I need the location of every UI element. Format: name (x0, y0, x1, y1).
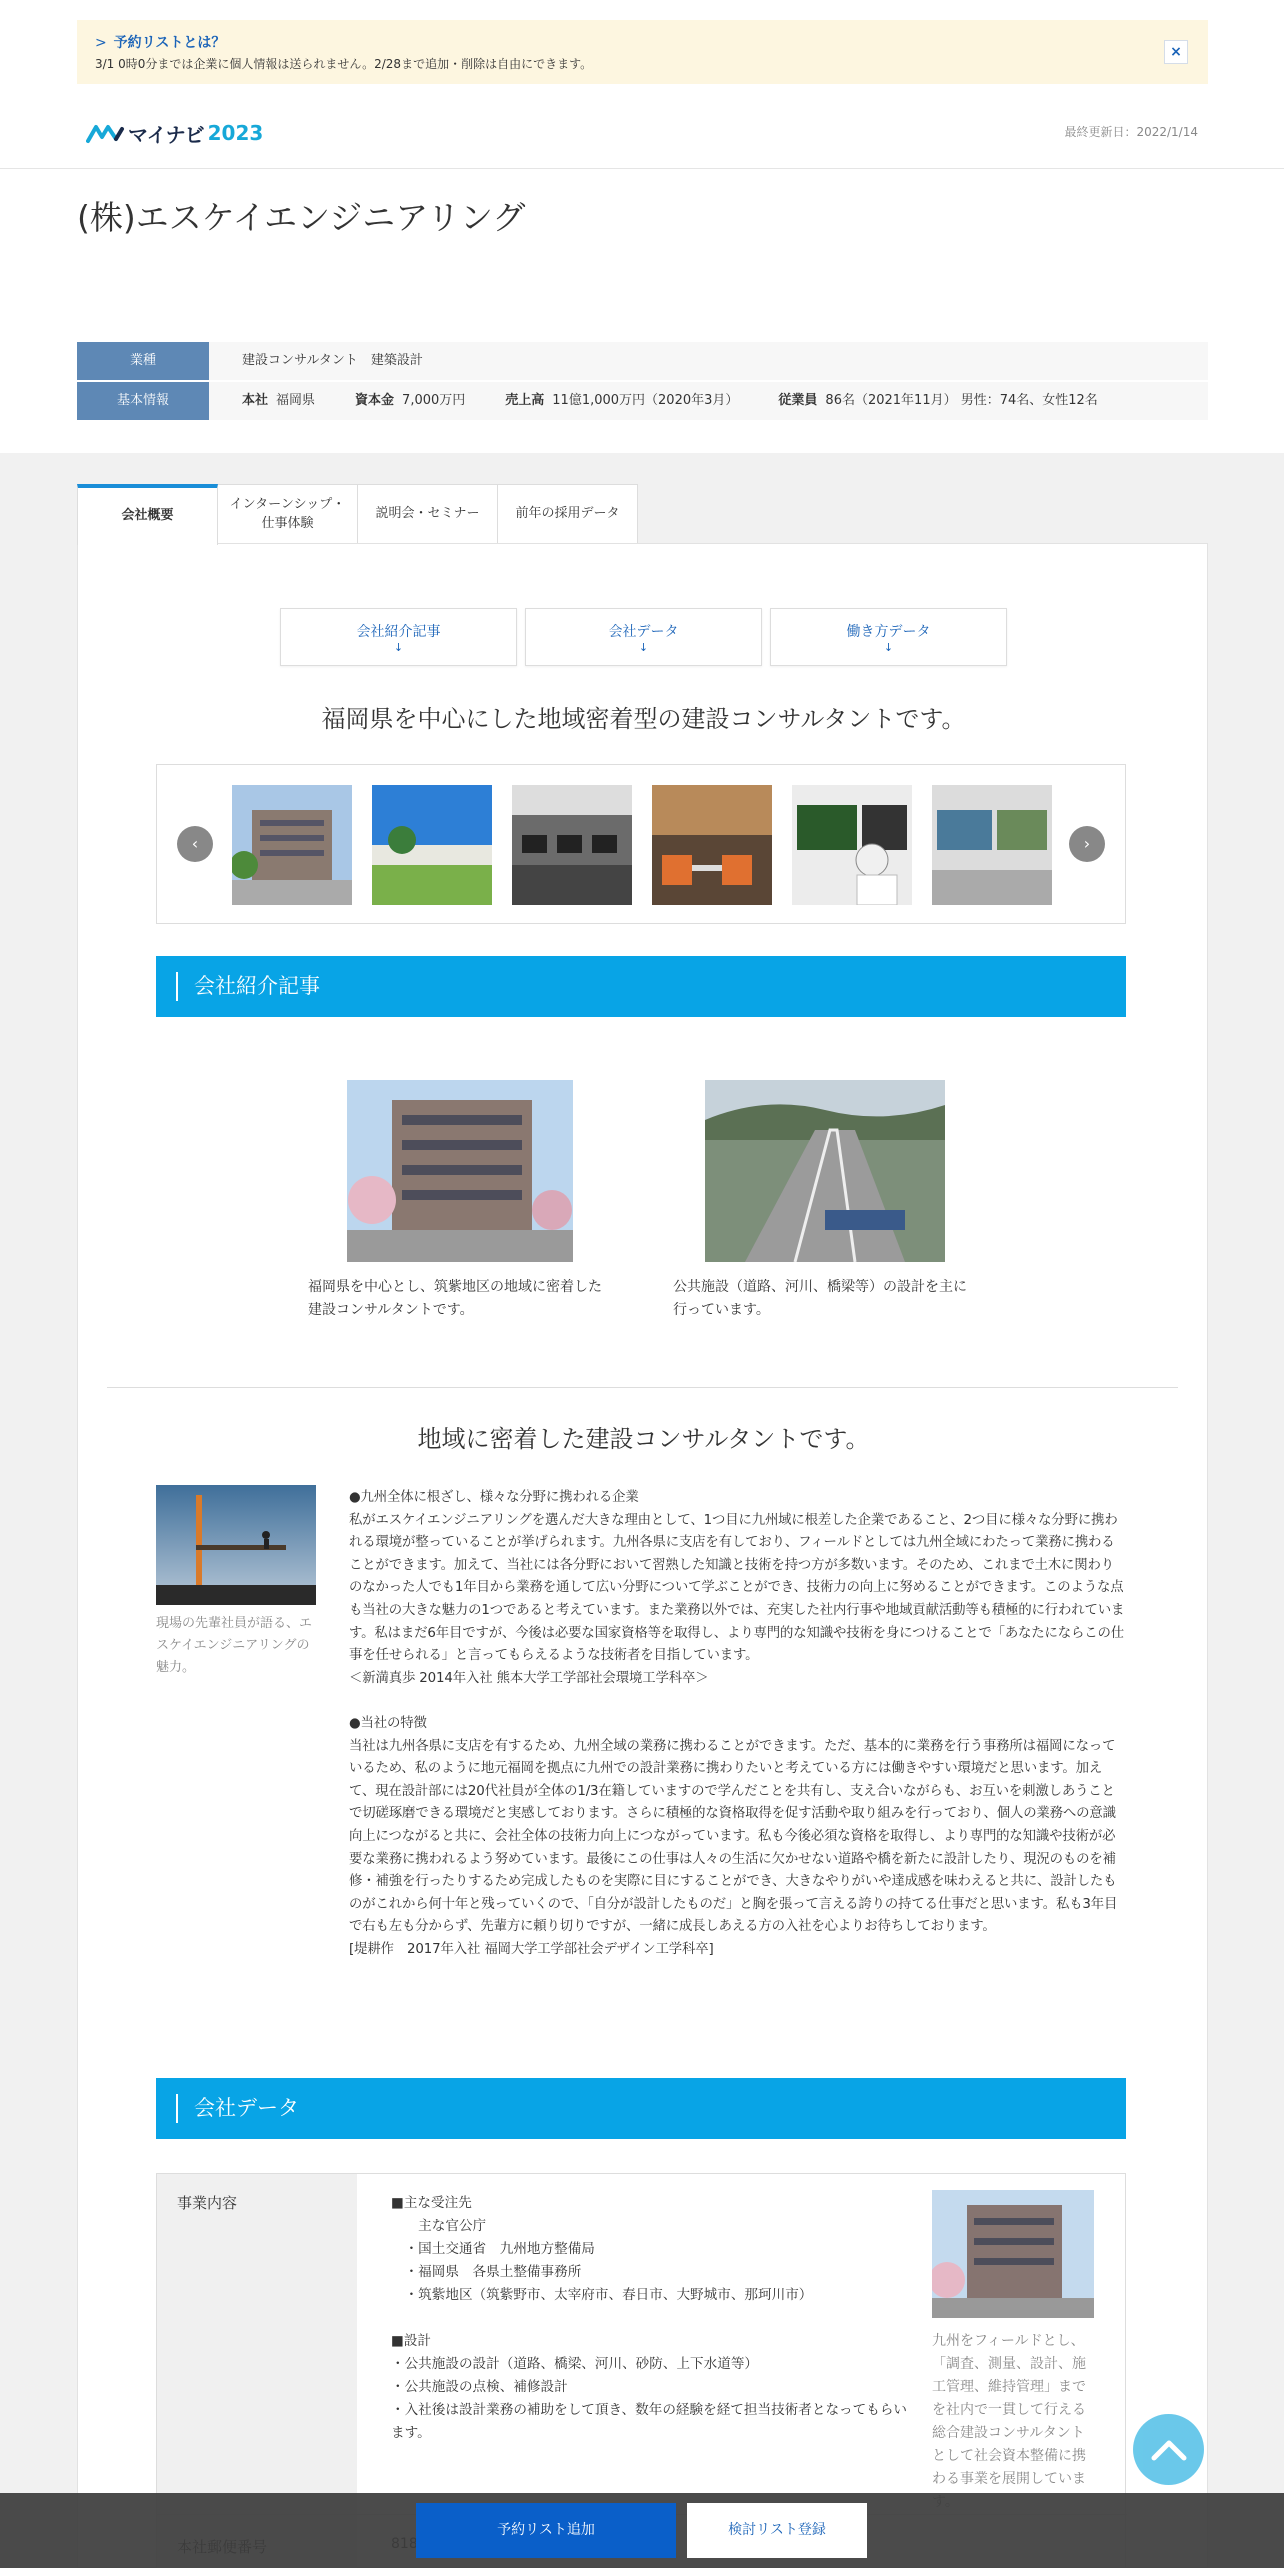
carousel-photo-rooftop[interactable] (372, 785, 492, 905)
arrow-down-icon: ↓ (883, 641, 894, 655)
carousel-photo-building[interactable] (232, 785, 352, 905)
anchor-nav (280, 608, 1007, 666)
section-heading-company-data: 会社データ (156, 2078, 1126, 2139)
carousel-photo-office[interactable] (512, 785, 632, 905)
top-section (0, 0, 1284, 453)
tab-last-year-recruit[interactable]: 前年の採用データ (497, 484, 638, 544)
industry-value: 建設コンサルタント 建築設計 (242, 353, 423, 368)
chevron-right-icon: > (95, 35, 107, 51)
side-photo-caption: 現場の先輩社員が語る、エスケイエンジニアリングの魅力。 (156, 1616, 313, 1675)
tab-internship[interactable]: インターンシップ・ 仕事体験 (217, 484, 358, 544)
logo-year: 2023 (207, 121, 264, 145)
reservation-notice (77, 20, 1208, 84)
notice-text: 3/1 0時0分までは企業に個人情報は送られません。2/28まで追加・削除は自由にできます。 (95, 57, 593, 71)
tab-seminar[interactable]: 説明会・セミナー (357, 484, 498, 544)
carousel-next-icon[interactable]: › (1069, 826, 1105, 862)
anchor-work-style[interactable] (770, 608, 1007, 666)
side-photo-crane (156, 1485, 316, 1605)
mynavi-logo[interactable] (86, 118, 263, 148)
business-label: 事業内容 (177, 2194, 238, 2212)
article-heading: 地域に密着した建設コンサルタントです。 (417, 1425, 870, 1453)
logo-mark-icon (86, 121, 126, 145)
anchor-intro-article[interactable] (280, 608, 517, 666)
hq-value: 福岡県 (276, 393, 316, 408)
tab-company-overview[interactable]: 会社概要 (77, 484, 218, 545)
sales-label: 売上高 (505, 393, 545, 408)
intro-caption-1: 福岡県を中心とし、筑紫地区の地域に密着した建設コンサルタントです。 (308, 1279, 602, 1318)
article-body: ●九州全体に根ざし、様々な分野に携われる企業 私がエスケイエンジニアリングを選んだ大きな理由として、1つ目に九州域に根差した企業であること、2つ目に様々な分野に携われる環境が整っていることが挙げられます。九州各県に支店を有しており、フィールドとしては九州全域にわたって業務に携わることができます。加えて、当社には各分野において習熟した知識と技術を持つ方が多数います。そのため、これまで土木に関わりのなかった人でも1年目から業務を通して広い分野について学ぶことができ、技術力の向上に努めることができます。このような点も当社の大きな魅力の1つであると考えています。また業務以外では、充実した社内行事や地域貢献活動等も積極的に行われています。私はまだ6年目ですが、今後は必要な国家資格等を取得し、より専門的な知識や技術を身につけることで「あなたにならこの仕事を任せられる」と言ってもらえるような技術者を目指しています。 ＜新満真歩 2014年入社 熊本大学工学部社会環境工学科卒＞ ●当社の特徴 当社は九州各県に支店を有するため、九州全域の業務に携わることができます。ただ、基本的に業務を行う事務所は福岡になっているため、私のように地元福岡を拠点に九州での設計業務に携わりたいと考えている方には働きやすい環境だと思います。加えて、現在設計部には20代社員が全体の1/3在籍していますので学んだことを共有し、支え合いながらも、お互いを刺激しあうことで切磋琢磨できる環境だと実感しております。さらに積極的な資格取得を促す活動や取り組みを行っており、個人の業務への意識向上につながると共に、会社全体の技術力向上につながっています。私も今後必須な資格を取得し、より専門的な知識や技術が必要な業務に携われるよう努めています。最後にこの仕事は人々の生活に欠かせない道路や橋を新たに設計したり、現況のものを補修・補強を行ったりするため完成したものを実際に目にすることができ、大きなやりがいや達成感を味わえると共に、設計したものがこれから何十年と残っていくので、「自分が設計したものだ」と胸を張って言える誇りの持てる仕事だと思います。私も3年目で右も左も分からず、先輩方に頼り切りですが、一緒に成長しあえる方の入社を心よりお待ちしております。 [堤耕作 2017年入社 福岡大学工学部社会デザイン工学科卒] (349, 1490, 1125, 1957)
close-icon[interactable]: × (1164, 40, 1188, 64)
basic-info-row (77, 382, 1208, 420)
carousel-photo-monitors[interactable] (932, 785, 1052, 905)
hq-label: 本社 (242, 393, 269, 408)
company-tabs (77, 484, 637, 544)
employees-label: 従業員 (778, 393, 818, 408)
anchor-label: 会社データ (608, 624, 679, 640)
main-content (77, 543, 1208, 2568)
logo-text: マイナビ (128, 122, 204, 147)
industry-row (77, 342, 1208, 380)
company-name: (株)エスケイエンジニアリング (77, 198, 526, 237)
business-photo-caption: 九州をフィールドとし、「調査、測量、設計、施工管理、維持管理」までを社内で一貫して行える総合建設コンサルタントとして社会資本整備に携わる事業を展開していま (932, 2333, 1086, 2487)
arrow-down-icon: ↓ (638, 641, 649, 655)
arrow-down-icon: ↓ (393, 641, 404, 655)
basic-info-label: 基本情報 (77, 382, 209, 420)
notice-title: 予約リストとは？ (113, 35, 226, 51)
capital-label: 資本金 (355, 393, 395, 408)
chevron-up-icon (1151, 2434, 1187, 2464)
header-divider (0, 168, 1284, 169)
carousel-prev-icon[interactable]: ‹ (177, 826, 213, 862)
intro-photo-highway (705, 1080, 945, 1262)
basic-info-values (242, 382, 1098, 420)
section-heading-intro: 会社紹介記事 (156, 956, 1126, 1017)
employees-value: 86名（2021年11月） 男性：74名、女性12名 (825, 393, 1098, 408)
carousel-photo-engineer[interactable] (792, 785, 912, 905)
photo-carousel (156, 764, 1126, 924)
business-photo-building (932, 2190, 1094, 2318)
notice-link[interactable] (95, 32, 225, 52)
anchor-company-data[interactable] (525, 608, 762, 666)
bottom-action-bar (0, 2493, 1284, 2568)
industry-label: 業種 (77, 342, 209, 380)
intro-caption-2: 公共施設（道路、河川、橋梁等）の設計を主に行っています。 (673, 1279, 967, 1318)
capital-value: 7,000万円 (402, 393, 466, 408)
last-updated: 最終更新日：2022/1/14 (1064, 125, 1198, 139)
sales-value: 11億1,000万円（2020年3月） (552, 393, 739, 408)
section-divider (107, 1387, 1178, 1388)
add-consider-list-button[interactable]: 検討リスト登録 (687, 2503, 867, 2558)
anchor-label: 働き方データ (846, 624, 931, 640)
add-reservation-list-button[interactable]: 予約リスト追加 (416, 2503, 676, 2558)
carousel-photo-lounge[interactable] (652, 785, 772, 905)
catch-copy: 福岡県を中心にした地域密着型の建設コンサルタントです。 (321, 705, 966, 733)
scroll-to-top-button[interactable] (1133, 2414, 1204, 2485)
business-body: ■主な受注先 主な官公庁 ・国土交通省 九州地方整備局 ・福岡県 各県土整備事務所 ・筑紫地区（筑紫野市、太宰府市、春日市、大野城市、那珂川市） ■設計 ・公共施設の設計（道路、橋梁、河川、砂防、上下水道等） ・公共施設の点検、補修設計 ・入社後は設計業務の補助をして頂き、数年の経験を経て担当技術者となってもらいます。 (391, 2195, 908, 2441)
anchor-label: 会社紹介記事 (356, 624, 441, 640)
intro-photo-building (347, 1080, 573, 1262)
